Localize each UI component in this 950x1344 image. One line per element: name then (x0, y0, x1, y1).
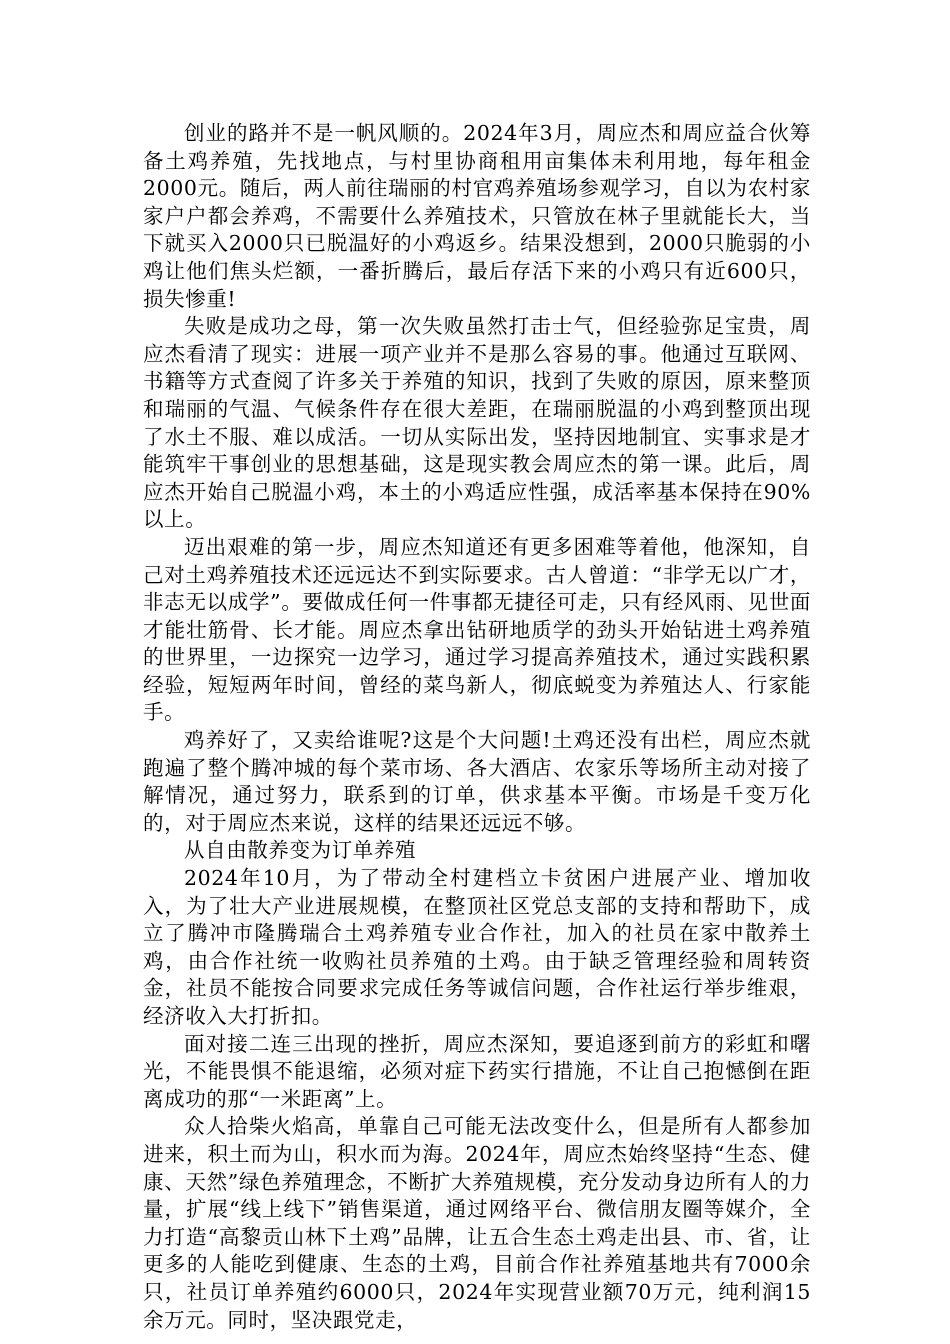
paragraph-perseverance: 面对接二连三出现的挫折，周应杰深知，要追逐到前方的彩虹和曙光，不能畏惧不能退缩，必须对症下药实行措施，不让自己抱憾倒在距离成功的那“一米距离”上。 (143, 1031, 811, 1111)
paragraph-failure-lesson: 失败是成功之母，第一次失败虽然打击士气，但经验弥足宝贵，周应杰看清了现实：进展一项产业并不是那么容易的事。他通过互联网、书籍等方式查阅了许多关于养殖的知识，找到了失败的原因，原来整顶和瑞丽的气温、气候条件存在很大差距，在瑞丽脱温的小鸡到整顶出现了水土不服、难以成活。一切从实际出发，坚持因地制宜、实事求是才能筑牢干事创业的思想基础，这是现实教会周应杰的第一课。此后，周应杰开始自己脱温小鸡，本土的小鸡适应性强，成活率基本保持在90%以上。 (143, 314, 811, 532)
paragraph-collective-effort: 众人拾柴火焰高，单靠自己可能无法改变什么，但是所有人都参加进来，积土而为山，积水而为海。2024年，周应杰始终坚持“生态、健康、天然”绿色养殖理念，不断扩大养殖规模，充分发动身边所有人的力量，扩展“线上线下”销售渠道，通过网络平台、微信朋友圈等媒介，全力打造“高黎贡山林下土鸡”品牌，让五合生态土鸡走出县、市、省，让更多的人能吃到健康、生态的土鸡，目前合作社养殖基地共有7000余只，社员订单养殖约6000只，2024年实现营业额70万元，纯利润15余万元。同时，坚决跟党走， (143, 1114, 811, 1332)
section-heading: 从自由散养变为订单养殖 (184, 838, 417, 863)
paragraph-startup-setback: 创业的路并不是一帆风顺的。2024年3月，周应杰和周应益合伙筹备土鸡养殖，先找地点，与村里协商租用亩集体未利用地，每年租金2000元。随后，两人前往瑞丽的村官鸡养殖场参观学习，自以为农村家家户户都会养鸡，不需要什么养殖技术，只管放在林子里就能长大，当下就买入2000只已脱温好的小鸡返乡。结果没想到，2000只脆弱的小鸡让他们焦头烂额，一番折腾后，最后存活下来的小鸡只有近600只，损失惨重! (143, 121, 811, 311)
paragraph-market-sales: 鸡养好了，又卖给谁呢?这是个大问题!土鸡还没有出栏，周应杰就跑遍了整个腾冲城的每个菜市场、各大酒店、农家乐等场所主动对接了解情况，通过努力，联系到的订单，供求基本平衡。市场是千变万化的，对于周应杰来说，这样的结果还远远不够。 (143, 728, 811, 835)
paragraph-cooperative: 2024年10月，为了带动全村建档立卡贫困户进展产业、增加收入，为了壮大产业进展规模，在整顶社区党总支部的支持和帮助下，成立了腾冲市隆腾瑞合土鸡养殖专业合作社，加入的社员在家中散养土鸡，由合作社统一收购社员养殖的土鸡。由于缺乏管理经验和周转资金，社员不能按合同要求完成任务等诚信问题，合作社运行举步维艰，经济收入大打折扣。 (143, 866, 811, 1028)
document-body (143, 120, 811, 1334)
paragraph-learning-skills: 迈出艰难的第一步，周应杰知道还有更多困难等着他，他深知，自己对土鸡养殖技术还远远达不到实际要求。古人曾道：“非学无以广才，非志无以成学”。要做成任何一件事都无捷径可走，只有经风雨、见世面才能壮筋骨、长才能。周应杰拿出钻研地质学的劲头开始钻进土鸡养殖的世界里，一边探究一边学习，通过学习提高养殖技术，通过实践积累经验，短短两年时间，曾经的菜鸟新人，彻底蜕变为养殖达人、行家能手。 (143, 534, 811, 725)
